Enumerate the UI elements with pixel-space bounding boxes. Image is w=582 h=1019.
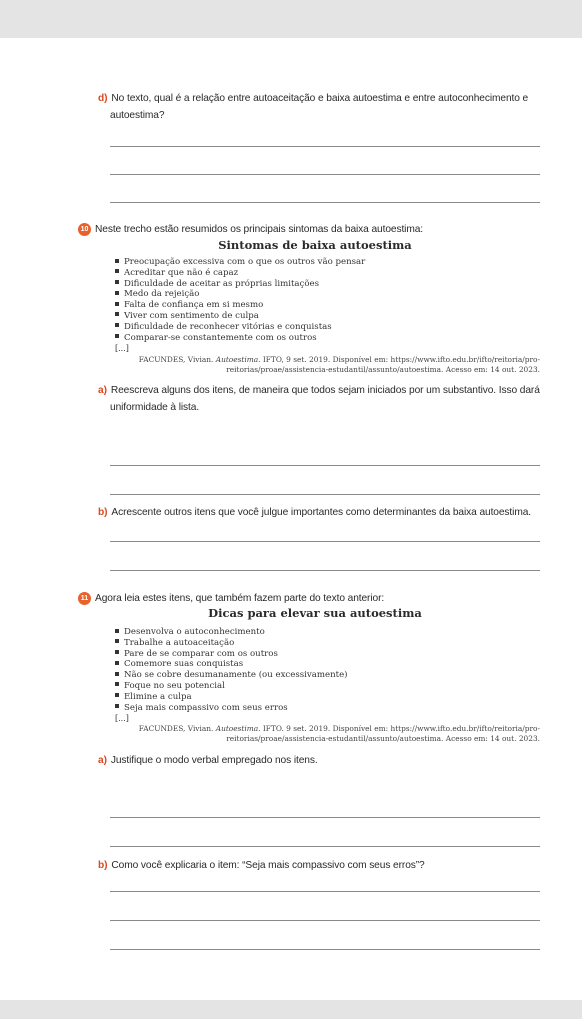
answer-line[interactable] xyxy=(110,541,540,542)
question-d xyxy=(98,91,558,106)
source-details-cont: reitorias/proae/assistencia-estudantil/assunto/autoestima. Acesso em: 14 out. 2023. xyxy=(226,733,540,743)
list-item: Comparar-se constantemente com os outros xyxy=(115,333,365,344)
question-intro: Agora leia estes itens, que também fazem parte do texto anterior: xyxy=(95,593,385,604)
list-item: Preocupação excessiva com o que os outros vão pensar xyxy=(115,257,365,268)
list-item: Seja mais compassivo com seus erros xyxy=(115,703,348,714)
list-item: Dificuldade de aceitar as próprias limitações xyxy=(115,279,365,290)
question-a xyxy=(98,753,558,768)
source-title: Autoestima. xyxy=(215,355,261,364)
list-item: Elimine a culpa xyxy=(115,692,348,703)
question-letter: b) xyxy=(98,860,108,871)
question-number-badge: 11 xyxy=(78,592,91,605)
source-details: IFTO. 9 set. 2019. Disponível em: https://www.ifto.edu.br/ifto/reitoria/pro- xyxy=(262,724,540,733)
list-item: Trabalhe a autoaceitação xyxy=(115,638,348,649)
question-intro: Neste trecho estão resumidos os principais sintomas da baixa autoestima: xyxy=(95,224,424,235)
question-text: Como você explicaria o item: “Seja mais compassivo com seus erros”? xyxy=(111,860,425,871)
answer-line[interactable] xyxy=(110,494,540,495)
question-a xyxy=(98,383,558,398)
list-item: Falta de confiança em si mesmo xyxy=(115,300,365,311)
answer-line[interactable] xyxy=(110,817,540,818)
list-ellipsis: [...] xyxy=(115,714,129,723)
box-title: Sintomas de baixa autoestima xyxy=(218,238,412,252)
question-text-cont: autoestima? xyxy=(110,110,165,121)
source-author: FACUNDES, Vivian. xyxy=(138,355,214,364)
question-text: Acrescente outros itens que você julgue importantes como determinantes da baixa autoestima. xyxy=(111,507,532,518)
answer-line[interactable] xyxy=(110,465,540,466)
source-citation xyxy=(60,724,540,743)
question-text: Reescreva alguns dos itens, de maneira que todos sejam iniciados por um substantivo. Isso dará xyxy=(110,385,540,396)
tips-list xyxy=(115,627,348,713)
answer-line[interactable] xyxy=(110,891,540,892)
list-item: Pare de se comparar com os outros xyxy=(115,649,348,660)
question-text: Justifique o modo verbal empregado nos itens. xyxy=(110,755,318,766)
worksheet-page xyxy=(0,38,582,1000)
question-text: No texto, qual é a relação entre autoaceitação e baixa autoestima e entre autoconhecimento e xyxy=(111,93,529,104)
list-item: Acreditar que não é capaz xyxy=(115,268,365,279)
question-letter: d) xyxy=(98,93,108,104)
question-letter: a) xyxy=(98,755,107,766)
source-author: FACUNDES, Vivian. xyxy=(138,724,214,733)
symptom-list xyxy=(115,257,365,343)
question-number-badge: 10 xyxy=(78,223,91,236)
source-title: Autoestima. xyxy=(215,724,261,733)
answer-line[interactable] xyxy=(110,949,540,950)
source-details-cont: reitorias/proae/assistencia-estudantil/assunto/autoestima. Acesso em: 14 out. 2023. xyxy=(226,364,540,374)
source-details: IFTO, 9 set. 2019. Disponível em: https://www.ifto.edu.br/ifto/reitoria/pro- xyxy=(262,355,540,364)
source-citation xyxy=(60,355,540,374)
list-item: Foque no seu potencial xyxy=(115,681,348,692)
question-letter: b) xyxy=(98,507,108,518)
answer-line[interactable] xyxy=(110,920,540,921)
answer-line[interactable] xyxy=(110,846,540,847)
answer-line[interactable] xyxy=(110,146,540,147)
list-item: Comemore suas conquistas xyxy=(115,659,348,670)
answer-line[interactable] xyxy=(110,202,540,203)
answer-line[interactable] xyxy=(110,570,540,571)
list-item: Dificuldade de reconhecer vitórias e conquistas xyxy=(115,322,365,333)
box-title: Dicas para elevar sua autoestima xyxy=(208,606,422,620)
question-text-cont: uniformidade à lista. xyxy=(110,402,200,413)
list-ellipsis: [...] xyxy=(115,344,129,353)
question-b xyxy=(98,858,558,873)
list-item: Viver com sentimento de culpa xyxy=(115,311,365,322)
list-item: Não se cobre desumanamente (ou excessivamente) xyxy=(115,670,348,681)
list-item: Desenvolva o autoconhecimento xyxy=(115,627,348,638)
answer-line[interactable] xyxy=(110,174,540,175)
list-item: Medo da rejeição xyxy=(115,289,365,300)
question-letter: a) xyxy=(98,385,107,396)
question-b xyxy=(98,505,558,520)
